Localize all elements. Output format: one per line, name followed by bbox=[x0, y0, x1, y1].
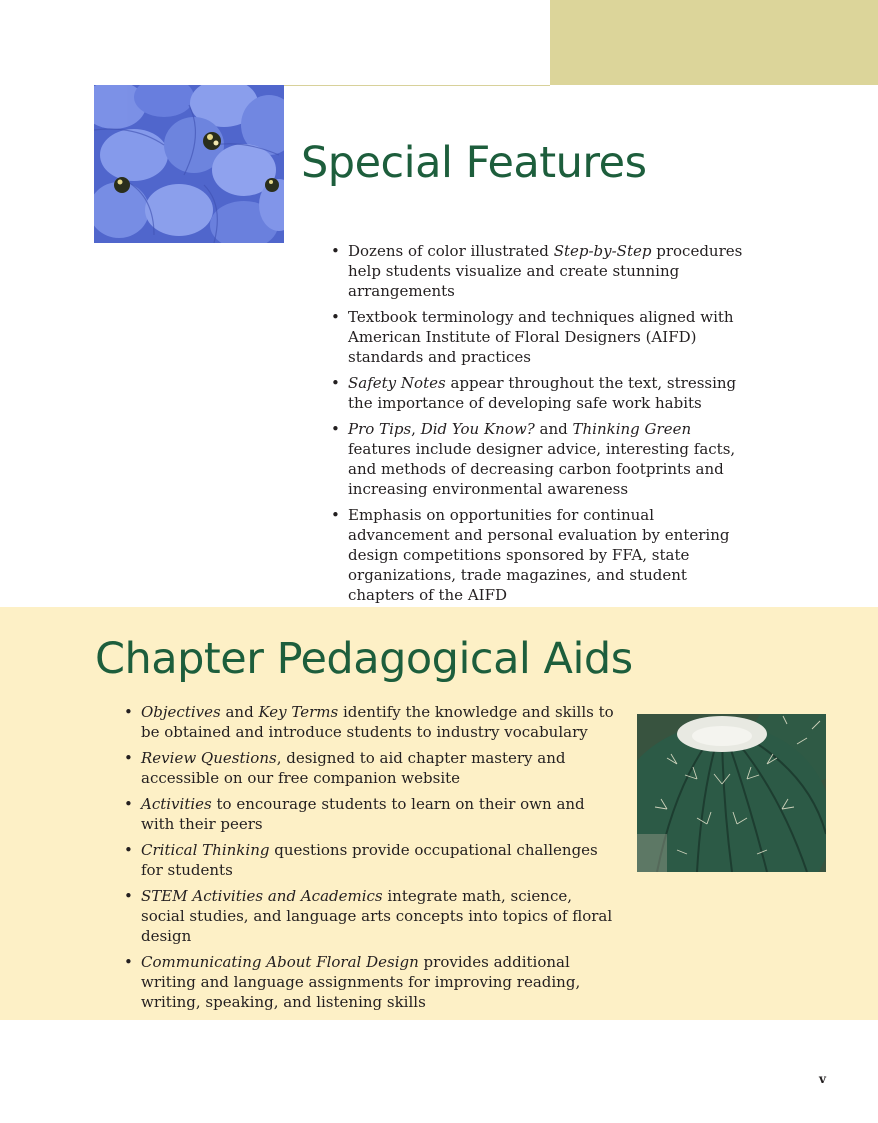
italic-term: Pro Tips bbox=[348, 420, 412, 438]
italic-term: Key Terms bbox=[258, 703, 339, 721]
item-text: procedures help students visualize and create stunning arrangements bbox=[348, 242, 743, 300]
item-text: features include designer advice, interesting facts, and methods of decreasing carbon footprints and increasing environmental awareness bbox=[348, 440, 736, 498]
item-text: , designed to aid chapter mastery and accessible on our free companion website bbox=[141, 749, 566, 787]
list-item bbox=[331, 505, 756, 605]
list-item bbox=[331, 307, 756, 367]
item-text: , bbox=[411, 420, 421, 438]
item-text: Dozens of color illustrated bbox=[348, 242, 554, 260]
item-text: identify the knowledge and skills to be obtained and introduce students to industry vocabulary bbox=[141, 703, 614, 741]
barrel-cactus-photo bbox=[637, 714, 826, 872]
item-text: and bbox=[534, 420, 573, 438]
chapter-aids-list bbox=[124, 702, 614, 1018]
item-text: Textbook terminology and techniques aligned with American Institute of Floral Designers (AIFD) standards and practices bbox=[348, 308, 734, 366]
blue-flowers-photo bbox=[94, 85, 284, 243]
italic-term: Did You Know? bbox=[420, 420, 535, 438]
list-item bbox=[124, 702, 614, 742]
italic-term: Safety Notes bbox=[348, 374, 446, 392]
list-item bbox=[124, 794, 614, 834]
header-color-band bbox=[550, 0, 878, 85]
list-item bbox=[124, 840, 614, 880]
special-features-list bbox=[331, 241, 756, 611]
list-item bbox=[331, 241, 756, 301]
item-text: questions provide occupational challenges for students bbox=[141, 841, 598, 879]
italic-term: Objectives bbox=[141, 703, 221, 721]
list-item bbox=[124, 886, 614, 946]
list-item bbox=[331, 419, 756, 499]
item-text: Emphasis on opportunities for continual advancement and personal evaluation by entering design competitions sponsored by FFA, state organizations, trade magazines, and student chapters of the AIFD bbox=[348, 506, 730, 604]
list-item bbox=[124, 952, 614, 1012]
item-text: integrate math, science, social studies, and language arts concepts into topics of floral design bbox=[141, 887, 613, 945]
italic-term: STEM Activities and Academics bbox=[141, 887, 383, 905]
special-features-title: Special Features bbox=[301, 138, 647, 188]
item-text: provides additional writing and language assignments for improving reading, writing, speaking, and listening skills bbox=[141, 953, 581, 1011]
page-number: v bbox=[819, 1072, 826, 1086]
item-text: to encourage students to learn on their own and with their peers bbox=[141, 795, 585, 833]
item-text: and bbox=[220, 703, 259, 721]
header-rule bbox=[284, 85, 550, 86]
list-item bbox=[331, 373, 756, 413]
list-item bbox=[124, 748, 614, 788]
italic-term: Activities bbox=[141, 795, 212, 813]
italic-term: Thinking Green bbox=[572, 420, 692, 438]
italic-term: Communicating About Floral Design bbox=[141, 953, 419, 971]
italic-term: Review Questions bbox=[141, 749, 277, 767]
item-text: appear throughout the text, stressing the importance of developing safe work habits bbox=[348, 374, 737, 412]
chapter-aids-title: Chapter Pedagogical Aids bbox=[95, 634, 633, 684]
italic-term: Step-by-Step bbox=[553, 242, 652, 260]
italic-term: Critical Thinking bbox=[141, 841, 270, 859]
